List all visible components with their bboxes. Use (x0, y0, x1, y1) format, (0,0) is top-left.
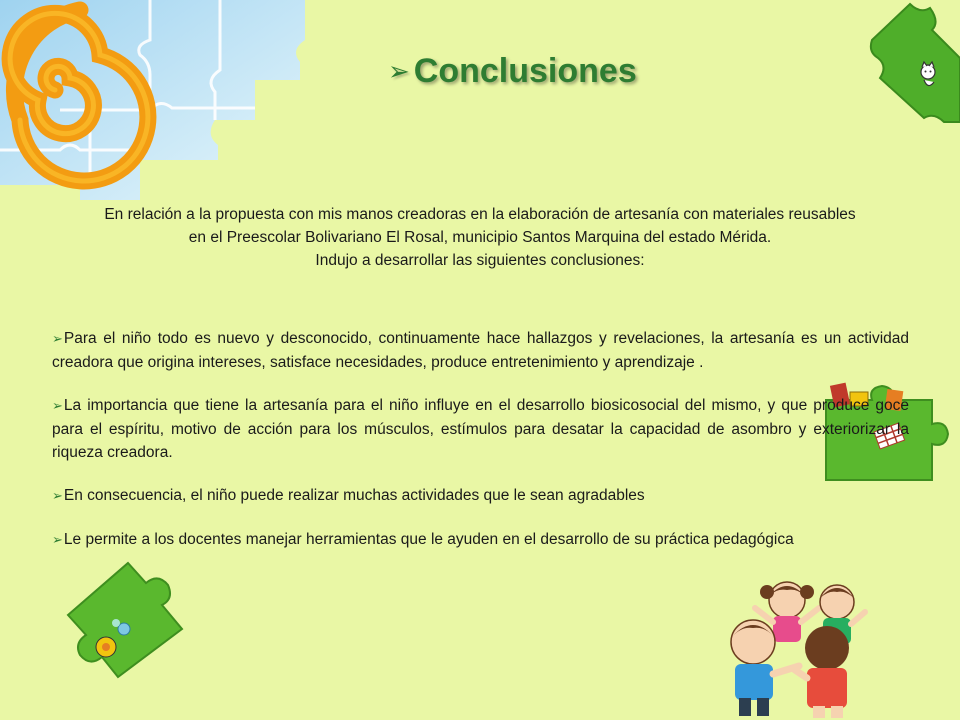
arrow-bullet-icon: ➢ (52, 399, 63, 414)
intro-line: en el Preescolar Bolivariano El Rosal, municipio Santos Marquina del estado Mérida. (188, 229, 772, 246)
arrow-bullet-icon: ➢ (52, 533, 63, 548)
conclusions-list (52, 327, 909, 572)
conclusion-item (52, 327, 909, 374)
conclusion-text: Para el niño todo es nuevo y desconocido, continuamente hace hallazgos y revelaciones, la artesanía es un actividad creadora que origina intereses, satisface necesidades, produce entretenimiento y aprendizaje . (52, 330, 909, 371)
conclusion-item (52, 394, 909, 464)
conclusion-text: La importancia que tiene la artesanía para el niño influye en el desarrollo biosicosocial del mismo, y que produce goce para el espíritu, motivo de acción para los músculos, estímulos para desatar la capacidad de asombro y exteriorizar la riqueza creadora. (52, 397, 909, 461)
puzzle-piece-top-right (832, 0, 960, 125)
title-arrow-icon: ➢ (388, 56, 410, 87)
conclusion-item (52, 528, 909, 552)
intro-line: Indujo a desarrollar las siguientes conclusiones: (315, 252, 645, 269)
children-illustration (715, 570, 960, 720)
page-title: Conclusiones (413, 52, 637, 90)
puzzle-piece-bottom-left (58, 555, 188, 680)
intro-paragraph (40, 203, 920, 272)
puzzle-swirl-decoration (0, 0, 310, 200)
sun-flower-icon (96, 637, 116, 657)
intro-line: En relación a la propuesta con mis manos creadoras en la elaboración de artesanía con materiales reusables (104, 206, 856, 223)
arrow-bullet-icon: ➢ (52, 332, 63, 347)
arrow-bullet-icon: ➢ (52, 489, 63, 504)
title (388, 52, 637, 91)
conclusion-text: Le permite a los docentes manejar herramientas que le ayuden en el desarrollo de su práctica pedagógica (63, 531, 794, 548)
conclusion-item (52, 484, 909, 508)
conclusion-text: En consecuencia, el niño puede realizar muchas actividades que le sean agradables (63, 487, 645, 504)
